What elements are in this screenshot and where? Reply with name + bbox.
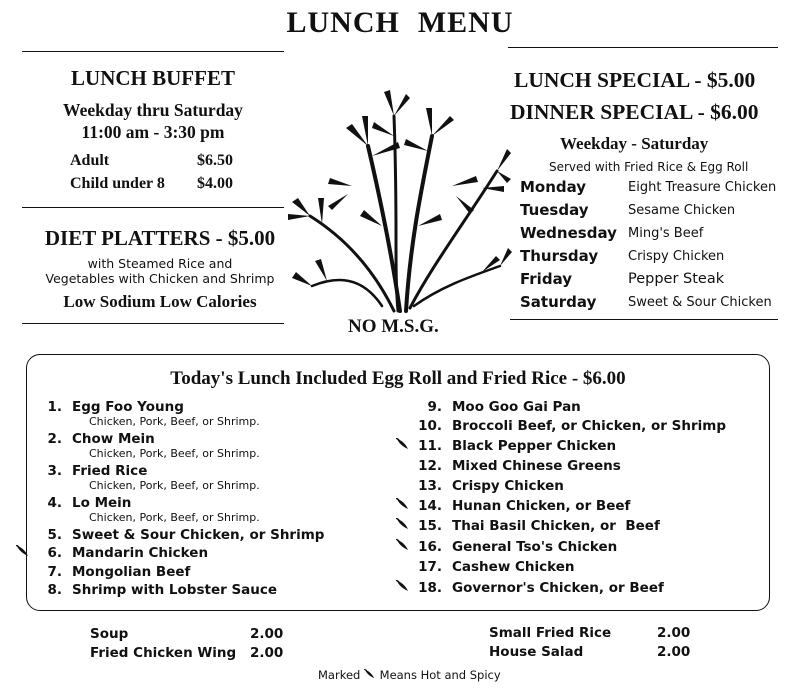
- item-number: 8.: [47, 582, 62, 598]
- item-name: Sweet & Sour Chicken, or Shrimp: [72, 527, 325, 543]
- item-number: 3.: [47, 463, 62, 479]
- lunch-special-heading: LUNCH SPECIAL - $5.00: [514, 68, 756, 92]
- list-item-9: [410, 399, 581, 415]
- chili-pepper-icon: [396, 498, 410, 514]
- list-item-18: [410, 580, 664, 596]
- chili-pepper-icon: [16, 545, 30, 561]
- divider-top-left: [22, 51, 284, 52]
- diet-line1: with Steamed Rice and: [87, 256, 233, 271]
- item-name: Mandarin Chicken: [72, 545, 209, 561]
- item-options: Chicken, Pork, Beef, or Shrimp.: [89, 415, 260, 428]
- list-item-7: [30, 564, 190, 580]
- item-name: Hunan Chicken, or Beef: [452, 498, 631, 514]
- item-name: Black Pepper Chicken: [452, 438, 617, 454]
- item-number: 17.: [418, 559, 442, 575]
- item-name: Thai Basil Chicken, or Beef: [452, 518, 660, 534]
- special-day-wednesday: Wednesday: [520, 224, 617, 242]
- special-dish-thursday: Crispy Chicken: [628, 249, 725, 264]
- side-soup-name: Soup: [90, 626, 129, 642]
- item-name: Chow Mein: [72, 431, 155, 447]
- special-day-monday: Monday: [520, 178, 587, 196]
- item-number: 13.: [418, 478, 442, 494]
- list-item-12: [410, 458, 621, 474]
- special-dish-saturday: Sweet & Sour Chicken: [628, 295, 772, 310]
- buffet-child-label: Child under 8: [70, 175, 165, 192]
- list-item-17: [410, 559, 575, 575]
- item-number: 2.: [47, 431, 62, 447]
- item-number: 4.: [47, 495, 62, 511]
- list-item-13: [410, 478, 564, 494]
- bamboo-illustration: [282, 76, 514, 316]
- item-name: Crispy Chicken: [452, 478, 564, 494]
- chili-pepper-icon: [396, 580, 410, 596]
- diet-note: Low Sodium Low Calories: [63, 292, 257, 311]
- divider-bottom-right: [510, 319, 778, 320]
- legend-pre: Marked: [318, 668, 361, 682]
- item-name: Broccoli Beef, or Chicken, or Shrimp: [452, 418, 726, 434]
- item-number: 15.: [418, 518, 442, 534]
- special-day-friday: Friday: [520, 270, 573, 288]
- title-word-lunch: LUNCH: [286, 6, 400, 39]
- item-name: Shrimp with Lobster Sauce: [72, 582, 278, 598]
- buffet-hours: 11:00 am - 3:30 pm: [81, 122, 225, 142]
- side-wing-price: 2.00: [250, 645, 284, 661]
- buffet-child-price: $4.00: [197, 175, 233, 192]
- buffet-days: Weekday thru Saturday: [63, 100, 243, 120]
- item-number: 5.: [47, 527, 62, 543]
- side-rice-price: 2.00: [657, 625, 691, 641]
- legend-post: Means Hot and Spicy: [379, 668, 501, 682]
- item-options: Chicken, Pork, Beef, or Shrimp.: [89, 479, 260, 492]
- list-item-4: [30, 495, 131, 511]
- item-number: 6.: [47, 545, 62, 561]
- list-item-10: [410, 418, 726, 434]
- buffet-adult-label: Adult: [70, 152, 110, 169]
- item-name: Mongolian Beef: [72, 564, 191, 580]
- list-item-1: [30, 399, 184, 415]
- list-item-16: [410, 539, 617, 555]
- item-number: 14.: [418, 498, 442, 514]
- special-dish-monday: Eight Treasure Chicken: [628, 180, 777, 195]
- item-name: Mixed Chinese Greens: [452, 458, 621, 474]
- list-item-6: [30, 545, 208, 561]
- special-dish-friday: Pepper Steak: [628, 271, 725, 287]
- special-dish-wednesday: Ming's Beef: [628, 226, 704, 241]
- list-item-3: [30, 463, 147, 479]
- lunch-box-heading: Today's Lunch Included Egg Roll and Fried Rice - $6.00: [170, 368, 626, 389]
- buffet-heading: LUNCH BUFFET: [71, 66, 235, 90]
- item-name: General Tso's Chicken: [452, 539, 618, 555]
- spicy-legend: [318, 668, 501, 682]
- item-number: 10.: [418, 418, 442, 434]
- chili-pepper-icon: [364, 668, 376, 682]
- side-soup-price: 2.00: [250, 626, 284, 642]
- special-day-tuesday: Tuesday: [520, 201, 589, 219]
- list-item-5: [30, 527, 324, 543]
- chili-pepper-icon: [396, 518, 410, 534]
- divider-bottom-left: [22, 323, 284, 324]
- item-number: 16.: [418, 539, 442, 555]
- no-msg-label: NO M.S.G.: [348, 316, 439, 337]
- chili-pepper-icon: [396, 438, 410, 454]
- list-item-14: [410, 498, 630, 514]
- diet-line2: Vegetables with Chicken and Shrimp: [45, 271, 275, 286]
- divider-mid-left: [22, 207, 284, 208]
- special-day-thursday: Thursday: [520, 247, 599, 265]
- side-salad-price: 2.00: [657, 644, 691, 660]
- side-wing-name: Fried Chicken Wing: [90, 645, 237, 661]
- item-number: 7.: [47, 564, 62, 580]
- item-name: Moo Goo Gai Pan: [452, 399, 581, 415]
- item-number: 18.: [418, 580, 442, 596]
- list-item-2: [30, 431, 155, 447]
- item-name: Cashew Chicken: [452, 559, 575, 575]
- side-salad-name: House Salad: [489, 644, 584, 660]
- menu-title: [0, 6, 800, 40]
- item-number: 9.: [427, 399, 442, 415]
- item-options: Chicken, Pork, Beef, or Shrimp.: [89, 511, 260, 524]
- item-name: Fried Rice: [72, 463, 148, 479]
- buffet-adult-price: $6.50: [197, 152, 233, 169]
- item-number: 12.: [418, 458, 442, 474]
- item-name: Governor's Chicken, or Beef: [452, 580, 664, 596]
- side-rice-name: Small Fried Rice: [489, 625, 612, 641]
- list-item-8: [30, 582, 277, 598]
- item-options: Chicken, Pork, Beef, or Shrimp.: [89, 447, 260, 460]
- list-item-11: [410, 438, 616, 454]
- special-dish-tuesday: Sesame Chicken: [628, 203, 736, 218]
- item-number: 11.: [418, 438, 442, 454]
- divider-top-right: [508, 47, 778, 48]
- item-name: Egg Foo Young: [72, 399, 184, 415]
- list-item-15: [410, 518, 660, 534]
- special-day-saturday: Saturday: [520, 293, 597, 311]
- specials-days: Weekday - Saturday: [560, 134, 709, 153]
- dinner-special-heading: DINNER SPECIAL - $6.00: [510, 100, 759, 124]
- item-name: Lo Mein: [72, 495, 132, 511]
- title-word-menu: MENU: [417, 6, 514, 39]
- diet-heading: DIET PLATTERS - $5.00: [44, 226, 276, 250]
- item-number: 1.: [47, 399, 62, 415]
- specials-served-note: Served with Fried Rice & Egg Roll: [549, 160, 749, 174]
- chili-pepper-icon: [396, 539, 410, 555]
